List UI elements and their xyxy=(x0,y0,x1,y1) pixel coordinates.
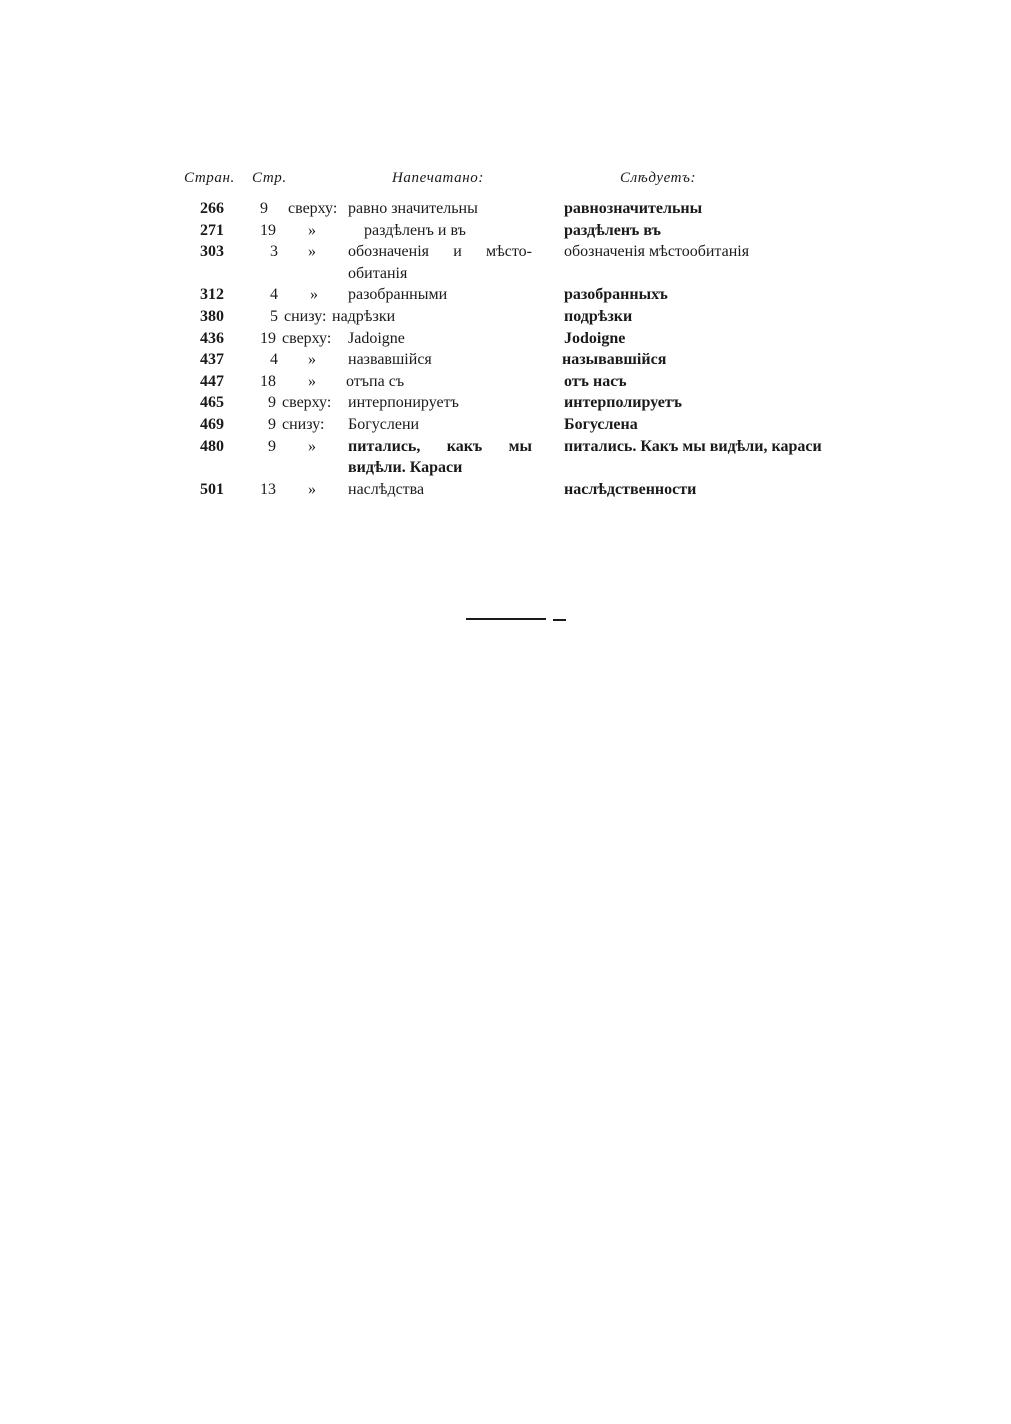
row-page: 312 xyxy=(200,286,224,304)
row-page: 447 xyxy=(200,372,224,390)
row-page: 380 xyxy=(200,307,224,325)
row-printed: Jadoigne xyxy=(348,329,405,347)
row-line: 4 xyxy=(270,351,278,369)
header-printed: Напечатано: xyxy=(392,170,485,186)
errata-row xyxy=(180,392,840,414)
errata-row xyxy=(180,479,840,501)
row-line: 9 xyxy=(260,200,268,217)
row-position: » xyxy=(308,437,316,455)
row-line: 9 xyxy=(268,437,276,455)
row-position: » xyxy=(308,372,316,390)
row-position: сверху: xyxy=(282,329,332,347)
row-printed: назвавшійся xyxy=(348,351,432,369)
errata-header xyxy=(180,166,840,198)
row-should-be: равнозначительны xyxy=(564,200,703,217)
closing-rule xyxy=(466,618,546,620)
row-position: снизу: xyxy=(282,415,325,433)
row-position: » xyxy=(308,480,316,498)
closing-rule-short xyxy=(553,619,566,621)
row-page: 469 xyxy=(200,415,224,433)
row-printed: раздѣленъ и въ xyxy=(364,221,466,239)
row-should-be: интерполируетъ xyxy=(564,394,682,412)
row-should-be: Богуслена xyxy=(564,415,638,433)
row-printed: Богуслени xyxy=(348,415,420,433)
row-should-be: разобранныхъ xyxy=(564,286,668,304)
errata-table xyxy=(180,166,840,500)
row-printed: интерпонируетъ xyxy=(348,394,459,412)
row-position: снизу: xyxy=(284,307,327,325)
row-printed: обозначенія и мѣсто-обитанія xyxy=(348,243,532,282)
row-line: 19 xyxy=(260,329,276,347)
errata-row xyxy=(180,198,840,220)
header-page: Стран. xyxy=(184,170,235,186)
row-position: сверху: xyxy=(288,200,338,217)
errata-row xyxy=(180,284,840,306)
row-line: 4 xyxy=(270,286,278,304)
row-should-be: обозначенія мѣстообитанія xyxy=(564,243,750,261)
row-should-be: наслѣдственности xyxy=(564,480,697,498)
errata-row xyxy=(180,241,840,284)
row-line: 9 xyxy=(268,415,276,433)
row-line: 3 xyxy=(270,243,278,261)
row-line: 9 xyxy=(268,394,276,412)
row-should-be: называвшійся xyxy=(562,351,667,369)
errata-row xyxy=(180,220,840,242)
row-printed: равно значительны xyxy=(348,200,478,217)
row-printed: отъпа съ xyxy=(346,372,405,390)
row-line: 5 xyxy=(270,307,278,325)
row-line: 18 xyxy=(260,372,276,390)
errata-row xyxy=(180,306,840,328)
row-should-be: подрѣзки xyxy=(564,307,633,325)
errata-row xyxy=(180,349,840,371)
row-position: сверху: xyxy=(282,394,332,412)
row-page: 437 xyxy=(200,351,224,369)
row-page: 303 xyxy=(200,243,224,261)
row-position: » xyxy=(308,351,316,369)
row-should-be: Jodoigne xyxy=(564,329,626,347)
row-should-be: питались. Какъ мы видѣли, караси xyxy=(564,437,822,455)
row-position: » xyxy=(310,286,318,304)
row-printed: разобранными xyxy=(348,286,448,304)
row-should-be: отъ насъ xyxy=(564,372,627,390)
header-line: Стр. xyxy=(252,170,287,186)
row-page: 501 xyxy=(200,480,224,498)
row-page: 271 xyxy=(200,221,224,239)
row-printed: надрѣзки xyxy=(332,307,396,325)
errata-row xyxy=(180,414,840,436)
errata-row xyxy=(180,371,840,393)
errata-row xyxy=(180,436,840,479)
row-should-be: раздѣленъ въ xyxy=(564,221,661,239)
errata-row xyxy=(180,328,840,350)
header-should-be: Слѣдуетъ: xyxy=(620,170,697,186)
row-position: » xyxy=(308,243,316,261)
row-line: 19 xyxy=(260,221,276,239)
row-page: 436 xyxy=(200,329,224,347)
row-page: 465 xyxy=(200,394,224,412)
row-position: » xyxy=(308,221,316,239)
row-printed: наслѣдства xyxy=(348,480,425,498)
row-line: 13 xyxy=(260,480,276,498)
row-page: 480 xyxy=(200,437,224,455)
row-page: 266 xyxy=(200,200,224,217)
row-printed: питались, какъ мы видѣли. Караси xyxy=(348,437,532,477)
